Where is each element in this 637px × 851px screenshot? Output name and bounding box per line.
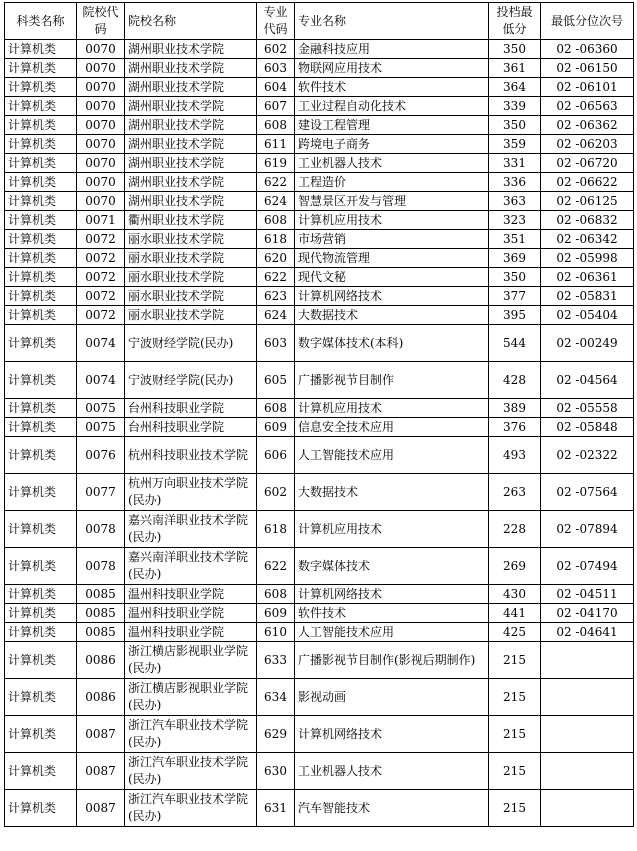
cell-category: 计算机类 (5, 287, 77, 306)
cell-min-score: 351 (489, 230, 541, 249)
cell-major-name: 建设工程管理 (295, 116, 489, 135)
cell-school-code: 0087 (77, 753, 125, 790)
cell-category: 计算机类 (5, 474, 77, 511)
cell-min-score: 376 (489, 418, 541, 437)
cell-school-code: 0085 (77, 623, 125, 642)
cell-school-name: 杭州万向职业技术学院(民办) (125, 474, 257, 511)
cell-major-name: 广播影视节目制作 (295, 362, 489, 399)
cell-school-name: 湖州职业技术学院 (125, 135, 257, 154)
table-row (5, 173, 634, 192)
cell-major-code: 610 (257, 623, 295, 642)
cell-category: 计算机类 (5, 211, 77, 230)
cell-school-name: 丽水职业技术学院 (125, 230, 257, 249)
cell-major-code: 609 (257, 418, 295, 437)
cell-min-score: 339 (489, 97, 541, 116)
cell-min-rank: 02 -06203 (541, 135, 634, 154)
cell-major-name: 计算机应用技术 (295, 211, 489, 230)
cell-major-name: 工业过程自动化技术 (295, 97, 489, 116)
cell-major-code: 606 (257, 437, 295, 474)
cell-major-code: 609 (257, 604, 295, 623)
cell-major-code: 603 (257, 59, 295, 78)
cell-major-code: 607 (257, 97, 295, 116)
cell-category: 计算机类 (5, 59, 77, 78)
cell-min-rank: 02 -06101 (541, 78, 634, 97)
cell-school-code: 0070 (77, 135, 125, 154)
table-row (5, 192, 634, 211)
cell-major-name: 影视动画 (295, 679, 489, 716)
table-row (5, 116, 634, 135)
cell-school-name: 杭州科技职业技术学院 (125, 437, 257, 474)
cell-category: 计算机类 (5, 511, 77, 548)
cell-school-code: 0074 (77, 362, 125, 399)
cell-major-code: 633 (257, 642, 295, 679)
cell-major-name: 计算机网络技术 (295, 716, 489, 753)
cell-category: 计算机类 (5, 97, 77, 116)
cell-major-code: 629 (257, 716, 295, 753)
cell-school-code: 0071 (77, 211, 125, 230)
cell-major-code: 608 (257, 211, 295, 230)
cell-category: 计算机类 (5, 604, 77, 623)
cell-category: 计算机类 (5, 268, 77, 287)
cell-major-name: 数字媒体技术(本科) (295, 325, 489, 362)
cell-school-name: 台州科技职业学院 (125, 418, 257, 437)
cell-category: 计算机类 (5, 418, 77, 437)
cell-school-name: 嘉兴南洋职业技术学院(民办) (125, 511, 257, 548)
cell-category: 计算机类 (5, 623, 77, 642)
cell-major-code: 611 (257, 135, 295, 154)
cell-major-code: 618 (257, 230, 295, 249)
cell-min-score: 377 (489, 287, 541, 306)
cell-major-name: 工程造价 (295, 173, 489, 192)
cell-school-code: 0075 (77, 418, 125, 437)
cell-category: 计算机类 (5, 116, 77, 135)
cell-min-score: 331 (489, 154, 541, 173)
cell-major-code: 622 (257, 268, 295, 287)
cell-school-name: 宁波财经学院(民办) (125, 362, 257, 399)
cell-major-code: 622 (257, 173, 295, 192)
table-row (5, 211, 634, 230)
cell-school-code: 0070 (77, 78, 125, 97)
cell-school-name: 丽水职业技术学院 (125, 287, 257, 306)
cell-major-name: 人工智能技术应用 (295, 437, 489, 474)
cell-category: 计算机类 (5, 790, 77, 827)
header-school-code: 院校代码 (77, 3, 125, 40)
table-row (5, 40, 634, 59)
cell-min-score: 215 (489, 716, 541, 753)
header-school-name: 院校名称 (125, 3, 257, 40)
cell-category: 计算机类 (5, 40, 77, 59)
cell-category: 计算机类 (5, 325, 77, 362)
table-body (5, 40, 634, 827)
cell-min-score: 350 (489, 268, 541, 287)
cell-min-rank: 02 -06832 (541, 211, 634, 230)
cell-major-code: 608 (257, 116, 295, 135)
cell-category: 计算机类 (5, 753, 77, 790)
cell-min-score: 493 (489, 437, 541, 474)
cell-school-code: 0076 (77, 437, 125, 474)
cell-major-code: 623 (257, 287, 295, 306)
cell-min-score: 425 (489, 623, 541, 642)
cell-min-rank: 02 -02322 (541, 437, 634, 474)
cell-school-code: 0075 (77, 399, 125, 418)
table-row (5, 790, 634, 827)
cell-major-code: 622 (257, 548, 295, 585)
cell-school-code: 0072 (77, 230, 125, 249)
cell-min-rank (541, 679, 634, 716)
cell-min-rank: 02 -05831 (541, 287, 634, 306)
cell-major-name: 市场营销 (295, 230, 489, 249)
cell-min-score: 363 (489, 192, 541, 211)
cell-major-code: 624 (257, 306, 295, 325)
cell-school-name: 温州科技职业学院 (125, 585, 257, 604)
cell-min-rank (541, 790, 634, 827)
cell-major-code: 608 (257, 399, 295, 418)
cell-major-code: 631 (257, 790, 295, 827)
cell-major-name: 现代文秘 (295, 268, 489, 287)
cell-category: 计算机类 (5, 230, 77, 249)
cell-min-rank: 02 -04641 (541, 623, 634, 642)
cell-major-code: 602 (257, 474, 295, 511)
cell-school-name: 台州科技职业学院 (125, 399, 257, 418)
cell-major-name: 计算机应用技术 (295, 511, 489, 548)
cell-major-name: 智慧景区开发与管理 (295, 192, 489, 211)
table-row (5, 437, 634, 474)
cell-school-code: 0070 (77, 154, 125, 173)
admission-table-container (4, 2, 634, 827)
cell-major-code: 619 (257, 154, 295, 173)
cell-major-name: 计算机应用技术 (295, 399, 489, 418)
cell-school-name: 浙江汽车职业技术学院(民办) (125, 790, 257, 827)
cell-school-name: 湖州职业技术学院 (125, 59, 257, 78)
cell-school-code: 0086 (77, 642, 125, 679)
cell-school-name: 丽水职业技术学院 (125, 306, 257, 325)
table-row (5, 399, 634, 418)
cell-major-name: 软件技术 (295, 78, 489, 97)
table-row (5, 753, 634, 790)
cell-school-name: 宁波财经学院(民办) (125, 325, 257, 362)
header-min-rank: 最低分位次号 (541, 3, 634, 40)
cell-category: 计算机类 (5, 585, 77, 604)
cell-major-name: 物联网应用技术 (295, 59, 489, 78)
table-row (5, 306, 634, 325)
cell-min-score: 263 (489, 474, 541, 511)
cell-school-code: 0085 (77, 604, 125, 623)
table-row (5, 230, 634, 249)
table-row (5, 623, 634, 642)
cell-category: 计算机类 (5, 548, 77, 585)
cell-school-name: 嘉兴南洋职业技术学院(民办) (125, 548, 257, 585)
cell-min-score: 361 (489, 59, 541, 78)
cell-category: 计算机类 (5, 642, 77, 679)
cell-school-code: 0085 (77, 585, 125, 604)
cell-min-rank: 02 -04511 (541, 585, 634, 604)
cell-min-score: 336 (489, 173, 541, 192)
cell-min-rank: 02 -07894 (541, 511, 634, 548)
cell-min-score: 215 (489, 753, 541, 790)
cell-min-rank: 02 -07494 (541, 548, 634, 585)
cell-school-name: 浙江汽车职业技术学院(民办) (125, 716, 257, 753)
cell-school-name: 浙江汽车职业技术学院(民办) (125, 753, 257, 790)
table-row (5, 154, 634, 173)
cell-major-code: 604 (257, 78, 295, 97)
cell-school-code: 0072 (77, 268, 125, 287)
cell-school-code: 0070 (77, 59, 125, 78)
cell-major-name: 汽车智能技术 (295, 790, 489, 827)
cell-school-code: 0086 (77, 679, 125, 716)
cell-school-name: 衢州职业技术学院 (125, 211, 257, 230)
cell-min-score: 389 (489, 399, 541, 418)
header-min-score: 投档最低分 (489, 3, 541, 40)
cell-min-score: 350 (489, 116, 541, 135)
cell-school-name: 温州科技职业学院 (125, 604, 257, 623)
cell-min-score: 395 (489, 306, 541, 325)
cell-category: 计算机类 (5, 716, 77, 753)
cell-major-code: 630 (257, 753, 295, 790)
cell-school-code: 0070 (77, 97, 125, 116)
cell-min-score: 269 (489, 548, 541, 585)
cell-min-rank: 02 -06150 (541, 59, 634, 78)
cell-min-score: 215 (489, 642, 541, 679)
table-row (5, 135, 634, 154)
cell-school-name: 湖州职业技术学院 (125, 154, 257, 173)
cell-school-name: 湖州职业技术学院 (125, 116, 257, 135)
cell-min-score: 359 (489, 135, 541, 154)
table-row (5, 585, 634, 604)
cell-major-name: 人工智能技术应用 (295, 623, 489, 642)
table-row (5, 59, 634, 78)
table-row (5, 474, 634, 511)
cell-min-score: 430 (489, 585, 541, 604)
cell-school-code: 0078 (77, 511, 125, 548)
cell-min-rank (541, 753, 634, 790)
table-row (5, 548, 634, 585)
cell-school-name: 浙江横店影视职业学院(民办) (125, 642, 257, 679)
cell-school-code: 0070 (77, 116, 125, 135)
cell-school-name: 丽水职业技术学院 (125, 249, 257, 268)
cell-min-rank (541, 716, 634, 753)
table-row (5, 511, 634, 548)
cell-category: 计算机类 (5, 399, 77, 418)
cell-min-rank (541, 642, 634, 679)
cell-major-name: 计算机网络技术 (295, 585, 489, 604)
cell-major-code: 603 (257, 325, 295, 362)
cell-school-code: 0070 (77, 173, 125, 192)
admission-score-table (4, 2, 634, 827)
cell-school-name: 温州科技职业学院 (125, 623, 257, 642)
cell-major-name: 数字媒体技术 (295, 548, 489, 585)
cell-major-name: 广播影视节目制作(影视后期制作) (295, 642, 489, 679)
cell-school-code: 0072 (77, 306, 125, 325)
cell-major-name: 大数据技术 (295, 474, 489, 511)
cell-major-name: 大数据技术 (295, 306, 489, 325)
cell-category: 计算机类 (5, 135, 77, 154)
table-row (5, 97, 634, 116)
cell-school-code: 0078 (77, 548, 125, 585)
cell-min-score: 215 (489, 790, 541, 827)
table-row (5, 604, 634, 623)
cell-min-score: 544 (489, 325, 541, 362)
cell-min-score: 364 (489, 78, 541, 97)
cell-min-rank: 02 -04564 (541, 362, 634, 399)
cell-min-rank: 02 -05558 (541, 399, 634, 418)
cell-school-code: 0070 (77, 192, 125, 211)
cell-major-code: 605 (257, 362, 295, 399)
table-row (5, 418, 634, 437)
cell-major-code: 602 (257, 40, 295, 59)
cell-school-code: 0072 (77, 249, 125, 268)
table-row (5, 716, 634, 753)
cell-min-score: 228 (489, 511, 541, 548)
cell-major-name: 跨境电子商务 (295, 135, 489, 154)
cell-min-rank: 02 -07564 (541, 474, 634, 511)
cell-school-code: 0072 (77, 287, 125, 306)
cell-major-code: 624 (257, 192, 295, 211)
cell-category: 计算机类 (5, 78, 77, 97)
cell-major-name: 计算机网络技术 (295, 287, 489, 306)
header-major-name: 专业名称 (295, 3, 489, 40)
cell-major-code: 618 (257, 511, 295, 548)
cell-school-code: 0077 (77, 474, 125, 511)
cell-min-rank: 02 -00249 (541, 325, 634, 362)
cell-school-code: 0087 (77, 790, 125, 827)
cell-major-code: 608 (257, 585, 295, 604)
cell-min-score: 428 (489, 362, 541, 399)
table-header-row (5, 3, 634, 40)
cell-min-rank: 02 -05404 (541, 306, 634, 325)
cell-category: 计算机类 (5, 362, 77, 399)
cell-min-rank: 02 -04170 (541, 604, 634, 623)
cell-school-name: 浙江横店影视职业学院(民办) (125, 679, 257, 716)
cell-major-name: 工业机器人技术 (295, 154, 489, 173)
cell-category: 计算机类 (5, 437, 77, 474)
cell-min-rank: 02 -06125 (541, 192, 634, 211)
table-row (5, 287, 634, 306)
cell-min-rank: 02 -06361 (541, 268, 634, 287)
cell-category: 计算机类 (5, 173, 77, 192)
cell-category: 计算机类 (5, 192, 77, 211)
cell-major-name: 软件技术 (295, 604, 489, 623)
cell-school-code: 0087 (77, 716, 125, 753)
cell-major-name: 信息安全技术应用 (295, 418, 489, 437)
cell-category: 计算机类 (5, 249, 77, 268)
cell-min-rank: 02 -05998 (541, 249, 634, 268)
cell-min-score: 350 (489, 40, 541, 59)
cell-min-score: 441 (489, 604, 541, 623)
header-major-code: 专业代码 (257, 3, 295, 40)
cell-school-code: 0070 (77, 40, 125, 59)
cell-min-score: 215 (489, 679, 541, 716)
table-row (5, 325, 634, 362)
cell-min-rank: 02 -06342 (541, 230, 634, 249)
header-category: 科类名称 (5, 3, 77, 40)
cell-major-code: 634 (257, 679, 295, 716)
cell-min-rank: 02 -06362 (541, 116, 634, 135)
cell-school-name: 湖州职业技术学院 (125, 192, 257, 211)
cell-min-rank: 02 -06360 (541, 40, 634, 59)
cell-major-name: 工业机器人技术 (295, 753, 489, 790)
cell-min-score: 369 (489, 249, 541, 268)
cell-school-name: 湖州职业技术学院 (125, 40, 257, 59)
table-row (5, 268, 634, 287)
cell-min-rank: 02 -06720 (541, 154, 634, 173)
cell-min-rank: 02 -05848 (541, 418, 634, 437)
table-row (5, 78, 634, 97)
cell-school-name: 湖州职业技术学院 (125, 173, 257, 192)
cell-school-name: 湖州职业技术学院 (125, 78, 257, 97)
cell-min-rank: 02 -06622 (541, 173, 634, 192)
cell-min-rank: 02 -06563 (541, 97, 634, 116)
cell-school-code: 0074 (77, 325, 125, 362)
table-row (5, 679, 634, 716)
cell-major-name: 金融科技应用 (295, 40, 489, 59)
table-row (5, 362, 634, 399)
cell-category: 计算机类 (5, 154, 77, 173)
cell-category: 计算机类 (5, 306, 77, 325)
cell-min-score: 323 (489, 211, 541, 230)
cell-school-name: 湖州职业技术学院 (125, 97, 257, 116)
table-row (5, 642, 634, 679)
cell-category: 计算机类 (5, 679, 77, 716)
cell-major-name: 现代物流管理 (295, 249, 489, 268)
table-row (5, 249, 634, 268)
cell-school-name: 丽水职业技术学院 (125, 268, 257, 287)
cell-major-code: 620 (257, 249, 295, 268)
